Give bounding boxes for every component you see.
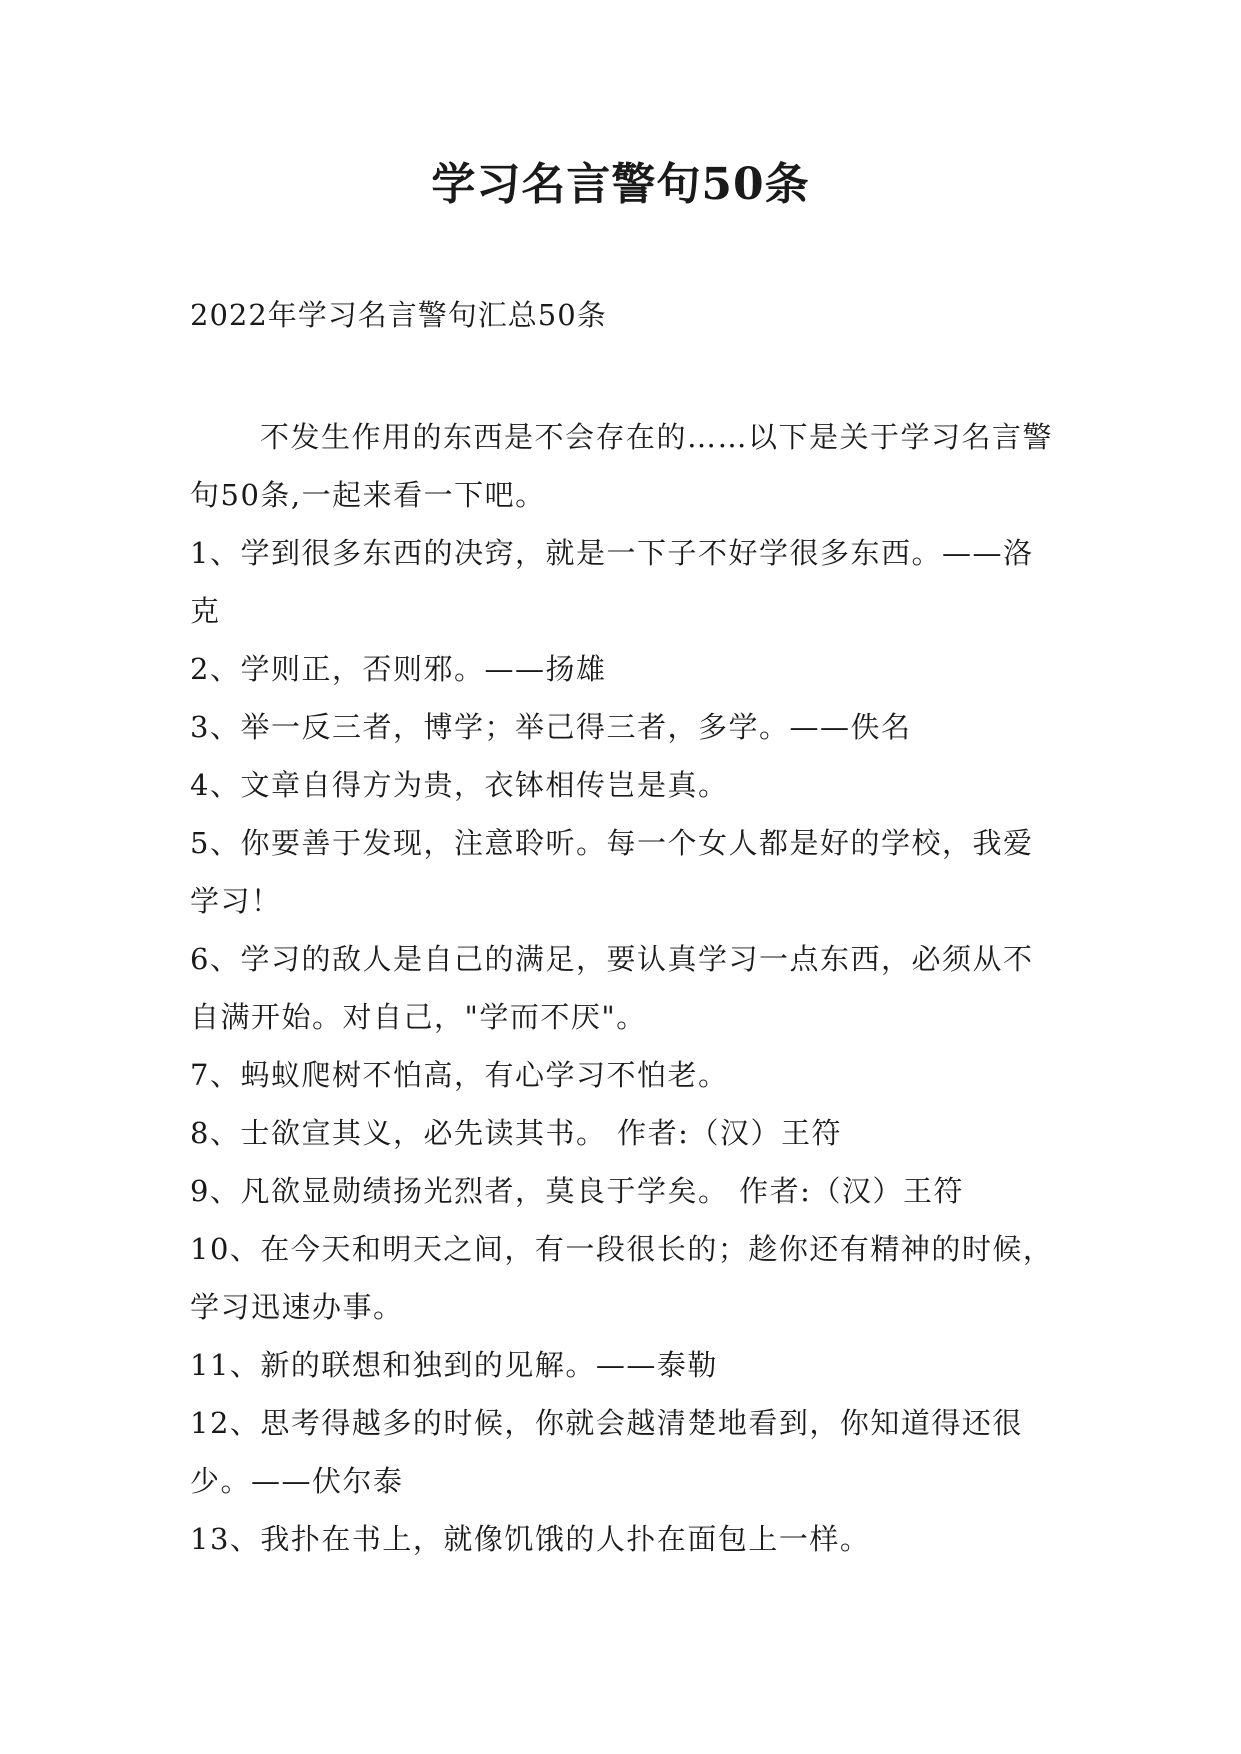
quote-item: 3、举一反三者，博学；举己得三者，多学。——佚名 [190,710,912,744]
quote-item: 4、文章自得方为贵，衣钵相传岂是真。 [190,768,729,802]
quote-item: 9、凡欲显勋绩扬光烈者，莫良于学矣。 作者:（汉）王符 [190,1174,964,1208]
page-title: 学习名言警句50条 [431,159,810,210]
quote-item: 13、我扑在书上，就像饥饿的人扑在面包上一样。 [190,1522,871,1556]
quote-item: 7、蚂蚁爬树不怕高，有心学习不怕老。 [190,1058,729,1092]
document-body [190,408,1060,1568]
quote-item: 5、你要善于发现，注意聆听。每一个女人都是好的学校，我爱学习！ [190,826,1034,918]
quote-item: 1、学到很多东西的决窍，就是一下子不好学很多东西。——洛克 [190,536,1034,628]
intro-paragraph: 不发生作用的东西是不会存在的……以下是关于学习名言警句50条,一起来看一下吧。 [190,420,1054,512]
quote-item: 6、学习的敌人是自己的满足，要认真学习一点东西，必须从不自满开始。对自己，"学而不厌"。 [190,942,1034,1034]
quote-item: 11、新的联想和独到的见解。——泰勒 [190,1348,718,1382]
quote-item: 8、士欲宣其义，必先读其书。 作者:（汉）王符 [190,1116,842,1150]
quote-item: 10、在今天和明天之间，有一段很长的；趁你还有精神的时候，学习迅速办事。 [190,1232,1054,1324]
document-subtitle: 2022年学习名言警句汇总50条 [190,298,607,332]
quote-item: 12、思考得越多的时候，你就会越清楚地看到，你知道得还很少。——伏尔泰 [190,1406,1023,1498]
quote-item: 2、学则正，否则邪。——扬雄 [190,652,607,686]
